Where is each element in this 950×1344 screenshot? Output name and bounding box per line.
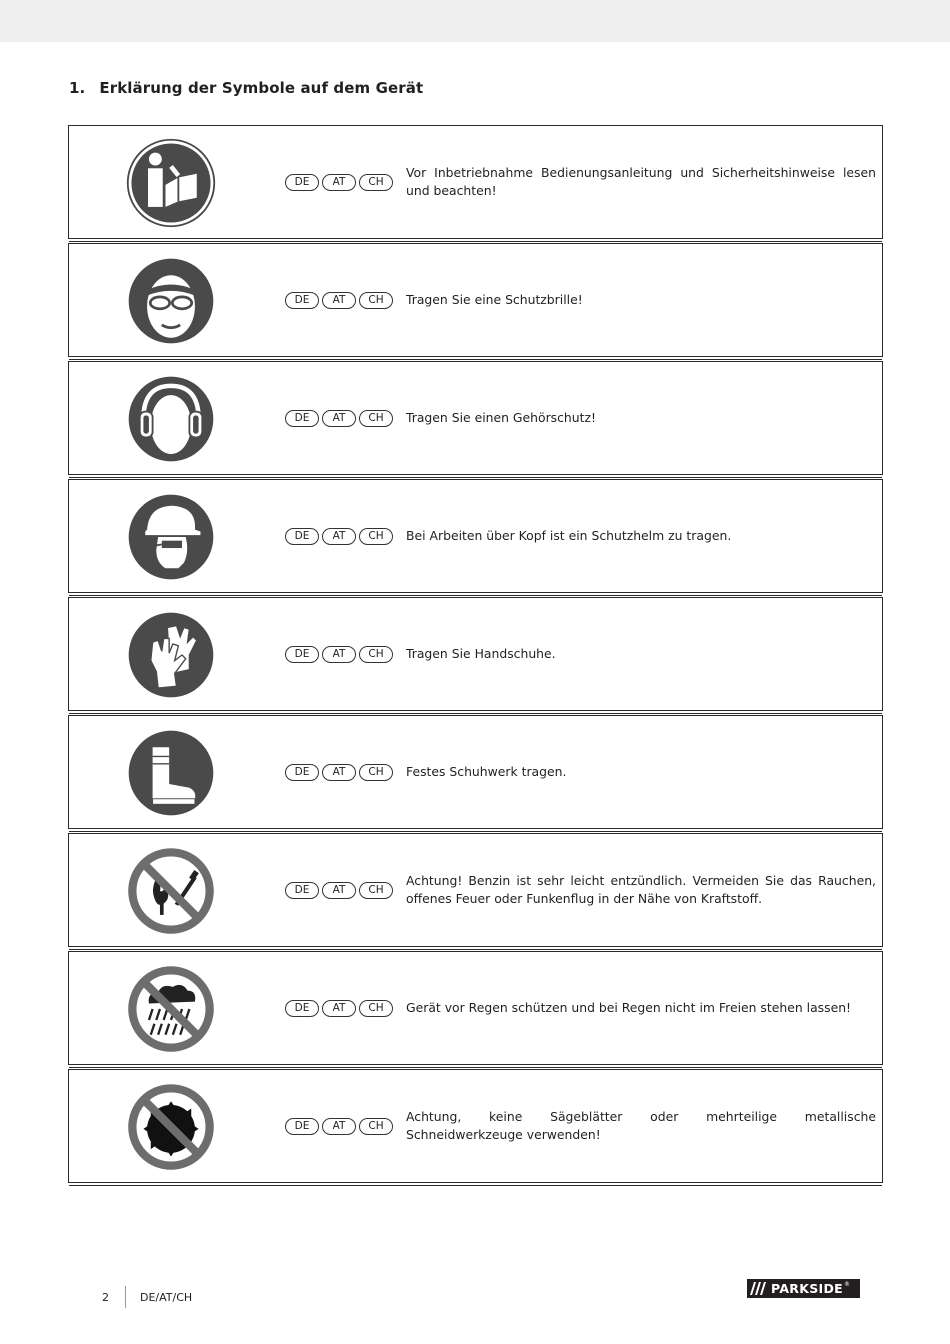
symbol-row — [68, 597, 883, 711]
symbol-row — [68, 715, 883, 829]
description-text: Festes Schuhwerk tragen. — [406, 764, 567, 779]
badge-ch: CH — [359, 1118, 393, 1135]
footer-divider — [125, 1286, 126, 1308]
symbol-description — [406, 716, 876, 828]
symbol-description — [406, 362, 876, 474]
symbol-description — [406, 244, 876, 356]
description-text: Tragen Sie einen Gehörschutz! — [406, 410, 596, 425]
no-saw-blade-icon — [125, 1081, 217, 1173]
badge-at: AT — [322, 764, 356, 781]
symbol-description — [406, 834, 876, 946]
country-codes: DE/AT/CH — [140, 1290, 193, 1304]
badge-de: DE — [285, 764, 319, 781]
badge-ch: CH — [359, 174, 393, 191]
badge-de: DE — [285, 1000, 319, 1017]
badge-at: AT — [322, 882, 356, 899]
symbol-row — [68, 833, 883, 947]
badge-ch: CH — [359, 1000, 393, 1017]
read-manual-icon — [125, 137, 217, 229]
safety-helmet-icon — [125, 491, 217, 583]
top-band — [0, 0, 950, 42]
badge-ch: CH — [359, 646, 393, 663]
country-badges — [285, 646, 393, 663]
badge-de: DE — [285, 528, 319, 545]
description-text: Achtung, keine Sägeblätter oder mehrteilige metallische Schneidwerkzeuge verwenden! — [406, 1109, 876, 1142]
badge-at: AT — [322, 646, 356, 663]
logo-stripes-icon — [747, 1279, 771, 1298]
badge-at: AT — [322, 292, 356, 309]
symbol-description — [406, 598, 876, 710]
ear-protection-icon — [125, 373, 217, 465]
badge-de: DE — [285, 410, 319, 427]
badge-ch: CH — [359, 764, 393, 781]
section-heading — [69, 79, 423, 97]
badge-de: DE — [285, 174, 319, 191]
symbol-description — [406, 480, 876, 592]
safety-boots-icon — [125, 727, 217, 819]
symbol-description — [406, 1070, 876, 1182]
country-badges — [285, 764, 393, 781]
country-badges — [285, 174, 393, 191]
badge-at: AT — [322, 410, 356, 427]
country-badges — [285, 1000, 393, 1017]
symbol-row — [68, 479, 883, 593]
description-text: Tragen Sie eine Schutzbrille! — [406, 292, 583, 307]
badge-at: AT — [322, 1118, 356, 1135]
badge-ch: CH — [359, 410, 393, 427]
symbol-table — [68, 125, 883, 1187]
badge-ch: CH — [359, 528, 393, 545]
badge-at: AT — [322, 1000, 356, 1017]
description-text: Gerät vor Regen schützen und bei Regen nicht im Freien stehen lassen! — [406, 1000, 852, 1015]
description-text: Vor Inbetriebnahme Bedienungsanleitung und Sicherheitshinweise lesen und beachten! — [406, 165, 876, 198]
parkside-logo — [747, 1279, 860, 1298]
gloves-icon — [125, 609, 217, 701]
country-badges — [285, 410, 393, 427]
country-badges — [285, 1118, 393, 1135]
symbol-description — [406, 952, 876, 1064]
page-footer — [102, 1286, 192, 1308]
symbol-row — [68, 1069, 883, 1183]
safety-goggles-icon — [125, 255, 217, 347]
country-badges — [285, 292, 393, 309]
badge-de: DE — [285, 646, 319, 663]
symbol-row — [68, 361, 883, 475]
badge-ch: CH — [359, 882, 393, 899]
section-title: Erklärung der Symbole auf dem Gerät — [99, 79, 424, 97]
badge-at: AT — [322, 174, 356, 191]
no-rain-icon — [125, 963, 217, 1055]
country-badges — [285, 528, 393, 545]
symbol-description — [406, 126, 876, 238]
section-number: 1. — [69, 79, 86, 97]
country-badges — [285, 882, 393, 899]
registered-mark: ® — [843, 1281, 850, 1288]
page-number: 2 — [102, 1290, 109, 1304]
symbol-row — [68, 243, 883, 357]
symbol-row — [68, 125, 883, 239]
badge-de: DE — [285, 882, 319, 899]
badge-de: DE — [285, 292, 319, 309]
description-text: Bei Arbeiten über Kopf ist ein Schutzhelm zu tragen. — [406, 528, 732, 543]
badge-ch: CH — [359, 292, 393, 309]
brand-name: PARKSIDE — [771, 1281, 843, 1296]
symbol-row — [68, 951, 883, 1065]
description-text: Tragen Sie Handschuhe. — [406, 646, 556, 661]
description-text: Achtung! Benzin ist sehr leicht entzündlich. Vermeiden Sie das Rauchen, offenes Feuer oder Funkenflug in der Nähe von Kraftstoff. — [406, 873, 876, 906]
badge-at: AT — [322, 528, 356, 545]
no-fire-icon — [125, 845, 217, 937]
badge-de: DE — [285, 1118, 319, 1135]
